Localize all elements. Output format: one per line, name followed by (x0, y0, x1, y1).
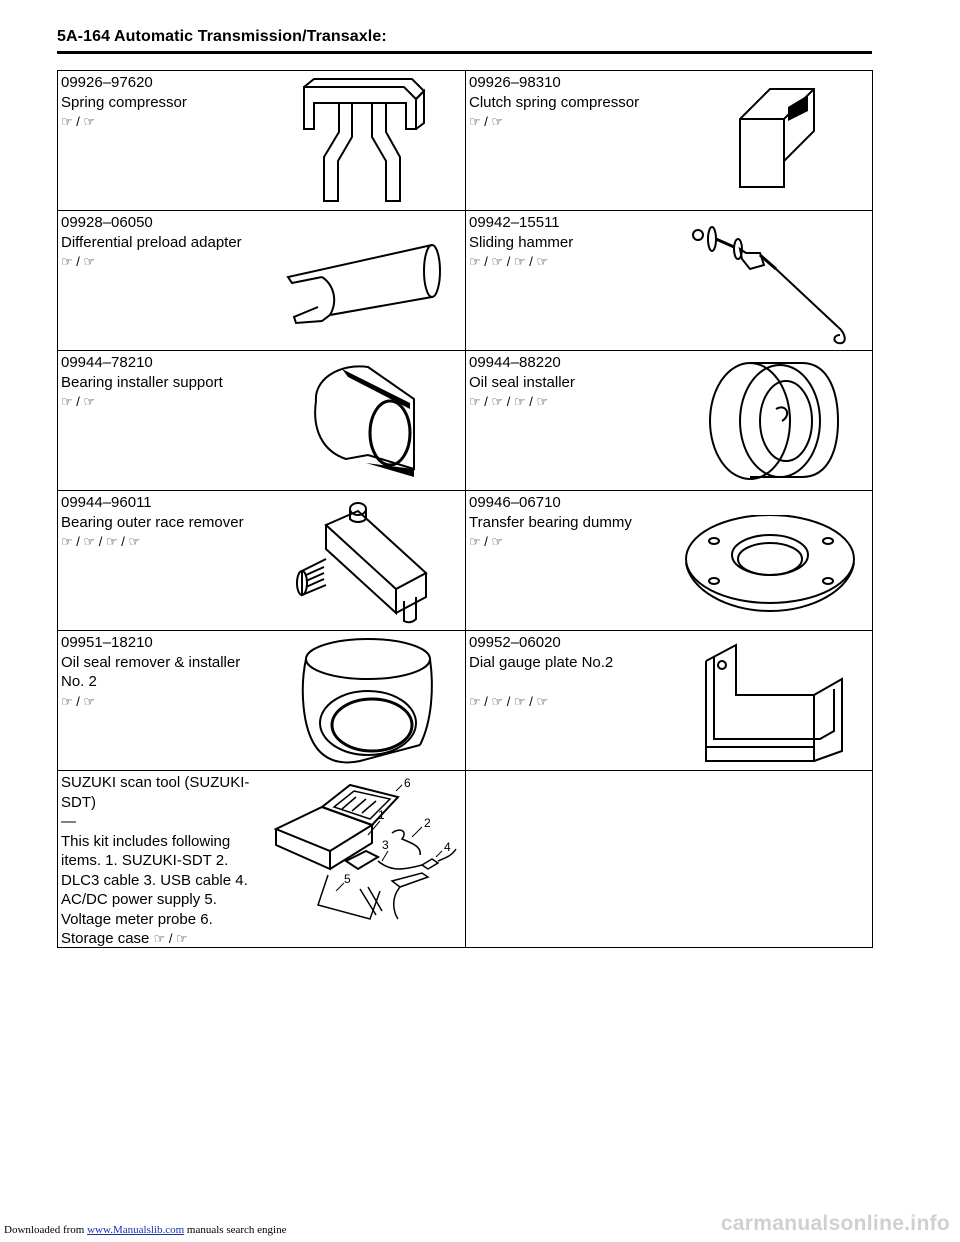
reference-links[interactable]: ☞ / ☞ (153, 931, 188, 946)
tool-cell (466, 211, 873, 351)
spring-compressor-illustration (294, 77, 434, 205)
bearing-installer-support-illustration (306, 359, 426, 483)
tool-name: Bearing outer race remover (61, 513, 244, 531)
tool-cell (58, 71, 466, 211)
oil-seal-installer-illustration (706, 355, 846, 485)
transfer-bearing-dummy-illustration (682, 515, 862, 615)
tool-cell (58, 351, 466, 491)
special-tools-table (57, 70, 873, 948)
tool-name: Bearing installer support (61, 373, 223, 391)
callout-5: 5 (344, 872, 351, 886)
tool-name: Sliding hammer (469, 233, 574, 251)
callout-6: 6 (404, 777, 411, 790)
table-row (58, 71, 873, 211)
part-number: 09944–88220 (469, 354, 561, 371)
reference-links[interactable]: ☞ / ☞ (469, 114, 504, 129)
part-number: 09946–06710 (469, 494, 561, 511)
tool-cell (58, 491, 466, 631)
dash: — (61, 813, 76, 830)
footer-prefix: Downloaded from (4, 1224, 88, 1236)
table-row (58, 631, 873, 771)
tool-cell (466, 631, 873, 771)
kit-description: This kit includes following items. 1. SUZUKI-SDT 2. DLC3 cable 3. USB cable 4. AC/DC power supply 5. Voltage meter probe 6. Storage case (61, 832, 248, 947)
table-row (58, 351, 873, 491)
part-number: 09926–97620 (61, 74, 153, 91)
differential-preload-adapter-illustration (282, 235, 452, 335)
oil-seal-remover-installer-illustration (298, 637, 438, 767)
part-number: 09926–98310 (469, 74, 561, 91)
empty-cell (466, 771, 873, 948)
tool-name: Clutch spring compressor (469, 93, 640, 111)
part-number: 09944–96011 (61, 494, 152, 511)
part-number: 09944–78210 (61, 354, 153, 371)
table-row (58, 491, 873, 631)
sliding-hammer-illustration (686, 215, 866, 349)
part-number: 09952–06020 (469, 634, 561, 651)
header-rule (57, 51, 872, 54)
reference-links[interactable]: ☞ / ☞ (469, 534, 504, 549)
tool-name: Dial gauge plate No.2 (469, 653, 614, 671)
callout-1: 1 (378, 808, 385, 822)
tool-name: Oil seal remover & installer No. 2 (61, 653, 241, 690)
download-footer (4, 1224, 286, 1236)
callout-4: 4 (444, 840, 451, 854)
tool-cell (466, 71, 873, 211)
reference-links[interactable]: ☞ / ☞ (61, 254, 96, 269)
reference-links[interactable]: ☞ / ☞ / ☞ / ☞ (61, 534, 141, 549)
reference-links[interactable]: ☞ / ☞ / ☞ / ☞ (469, 254, 549, 269)
tool-name: Transfer bearing dummy (469, 513, 632, 531)
tool-cell (58, 771, 466, 948)
tool-cell (58, 211, 466, 351)
manualslib-link[interactable]: www.Manualslib.com (87, 1224, 185, 1236)
reference-links[interactable]: ☞ / ☞ (61, 114, 96, 129)
reference-links[interactable]: ☞ / ☞ / ☞ / ☞ (469, 693, 549, 709)
tool-name: Differential preload adapter (61, 233, 242, 251)
part-number: 09951–18210 (61, 634, 153, 651)
bearing-outer-race-remover-illustration (292, 499, 442, 625)
scan-tool-kit-illustration (272, 777, 462, 937)
table-row (58, 211, 873, 351)
tool-cell (58, 631, 466, 771)
footer-suffix: manuals search engine (184, 1224, 287, 1236)
tool-name: Spring compressor (61, 93, 187, 111)
callout-3: 3 (382, 838, 389, 852)
table-row (58, 771, 873, 948)
page-header: 5A-164 Automatic Transmission/Transaxle: (57, 28, 387, 45)
watermark: carmanualsonline.info (720, 1212, 950, 1235)
reference-links[interactable]: ☞ / ☞ / ☞ / ☞ (469, 394, 549, 409)
part-number: 09928–06050 (61, 214, 153, 231)
part-number: 09942–15511 (469, 214, 560, 231)
clutch-spring-compressor-illustration (728, 81, 828, 191)
tool-name: Oil seal installer (469, 373, 575, 391)
dial-gauge-plate-illustration (694, 639, 854, 763)
tool-cell (466, 351, 873, 491)
reference-links[interactable]: ☞ / ☞ (61, 693, 96, 709)
tool-cell (466, 491, 873, 631)
callout-2: 2 (424, 816, 431, 830)
tool-name: SUZUKI scan tool (SUZUKI-SDT) (61, 774, 250, 811)
reference-links[interactable]: ☞ / ☞ (61, 394, 96, 409)
